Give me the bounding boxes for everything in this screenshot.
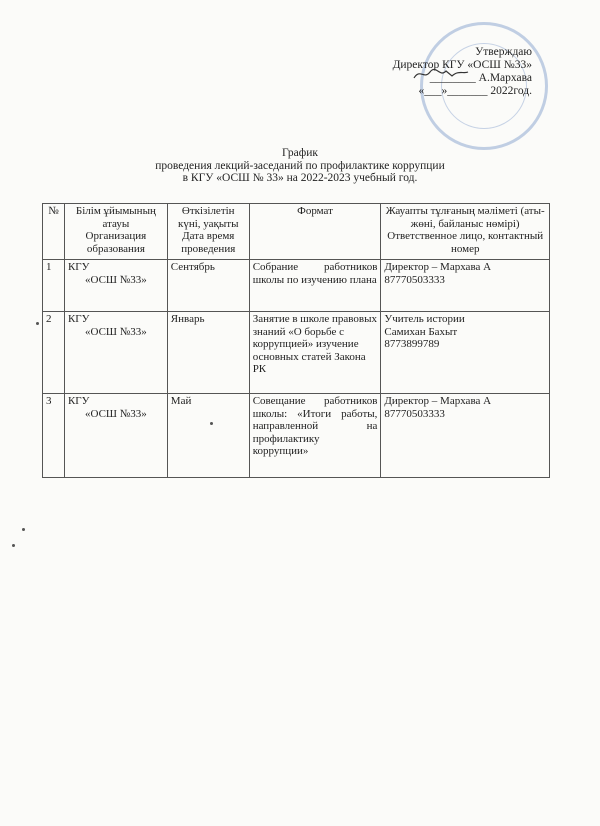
table-header-row — [43, 204, 550, 260]
row-responsible-person: Самихан Бахыт — [384, 325, 458, 338]
row-organization — [64, 394, 167, 478]
header-organization — [64, 204, 167, 260]
row-organization-type: КГУ — [67, 313, 90, 325]
scan-speck — [12, 544, 15, 547]
row-responsible-phone: 8773899789 — [384, 338, 440, 350]
row-date: Январь — [167, 312, 249, 394]
header-responsible-kz: Жауапты тұлғаның мәліметі (аты-жөні, байланыс нөмірі) — [385, 205, 545, 230]
row-date: Май — [167, 394, 249, 478]
header-date — [167, 204, 249, 260]
row-responsible-phone: 87770503333 — [384, 273, 445, 286]
header-num: № — [43, 204, 65, 260]
header-date-kz: Өткізілетін күні, уақыты — [178, 205, 239, 230]
header-organization-ru: Организация образования — [85, 230, 147, 255]
header-responsible — [381, 204, 550, 260]
row-responsible-phone: 87770503333 — [384, 407, 445, 420]
row-num: 2 — [43, 312, 65, 394]
scan-speck — [36, 322, 39, 325]
row-num: 3 — [43, 394, 65, 478]
row-num: 1 — [43, 260, 65, 312]
scan-speck — [22, 528, 25, 531]
row-responsible-person: Директор – Мархава А — [384, 395, 492, 407]
schedule-table — [42, 203, 550, 478]
title-subheading: проведения лекций-заседаний по профилактике коррупции — [155, 159, 445, 172]
row-format: Собрание работников школы по изучению плана — [249, 260, 381, 312]
title-heading: График — [282, 147, 318, 159]
approval-line-name: ________ А.Мархава — [429, 72, 532, 84]
approval-line-position: Директор КГУ «ОСШ №33» — [392, 59, 532, 71]
row-organization-type: КГУ — [67, 395, 90, 407]
row-responsible-person: Директор – Мархава А — [384, 261, 492, 273]
row-responsible — [381, 312, 550, 394]
scan-speck — [210, 422, 213, 425]
header-organization-kz: Білім ұйымының атауы — [75, 205, 156, 230]
header-format: Формат — [249, 204, 381, 260]
row-format: Занятие в школе правовых знаний «О борьбе с коррупцией» изучение основных статей Закона РК — [249, 312, 381, 394]
table-row — [43, 260, 550, 312]
row-responsible — [381, 394, 550, 478]
row-organization-name: «ОСШ №33» — [85, 407, 147, 420]
document-title — [0, 147, 600, 185]
header-date-ru: Дата время проведения — [181, 230, 236, 255]
row-organization — [64, 312, 167, 394]
row-responsible — [381, 260, 550, 312]
approval-line-approve: Утверждаю — [475, 46, 532, 58]
row-format: Совещание работников школы: «Итоги работы, направленной на профилактику коррупции» — [249, 394, 381, 478]
row-organization — [64, 260, 167, 312]
header-responsible-ru: Ответственное лицо, контактный номер — [387, 230, 544, 255]
table-row — [43, 394, 550, 478]
row-organization-name: «ОСШ №33» — [85, 325, 147, 338]
approval-line-date: «___»_______ 2022год. — [418, 85, 532, 97]
row-organization-name: «ОСШ №33» — [85, 273, 147, 286]
row-date: Сентябрь — [167, 260, 249, 312]
row-responsible-role: Учитель истории — [384, 313, 465, 325]
signature — [412, 66, 470, 82]
title-scope: в КГУ «ОСШ № 33» на 2022-2023 учебный год. — [182, 172, 418, 184]
table-row — [43, 312, 550, 394]
row-organization-type: КГУ — [67, 261, 90, 273]
